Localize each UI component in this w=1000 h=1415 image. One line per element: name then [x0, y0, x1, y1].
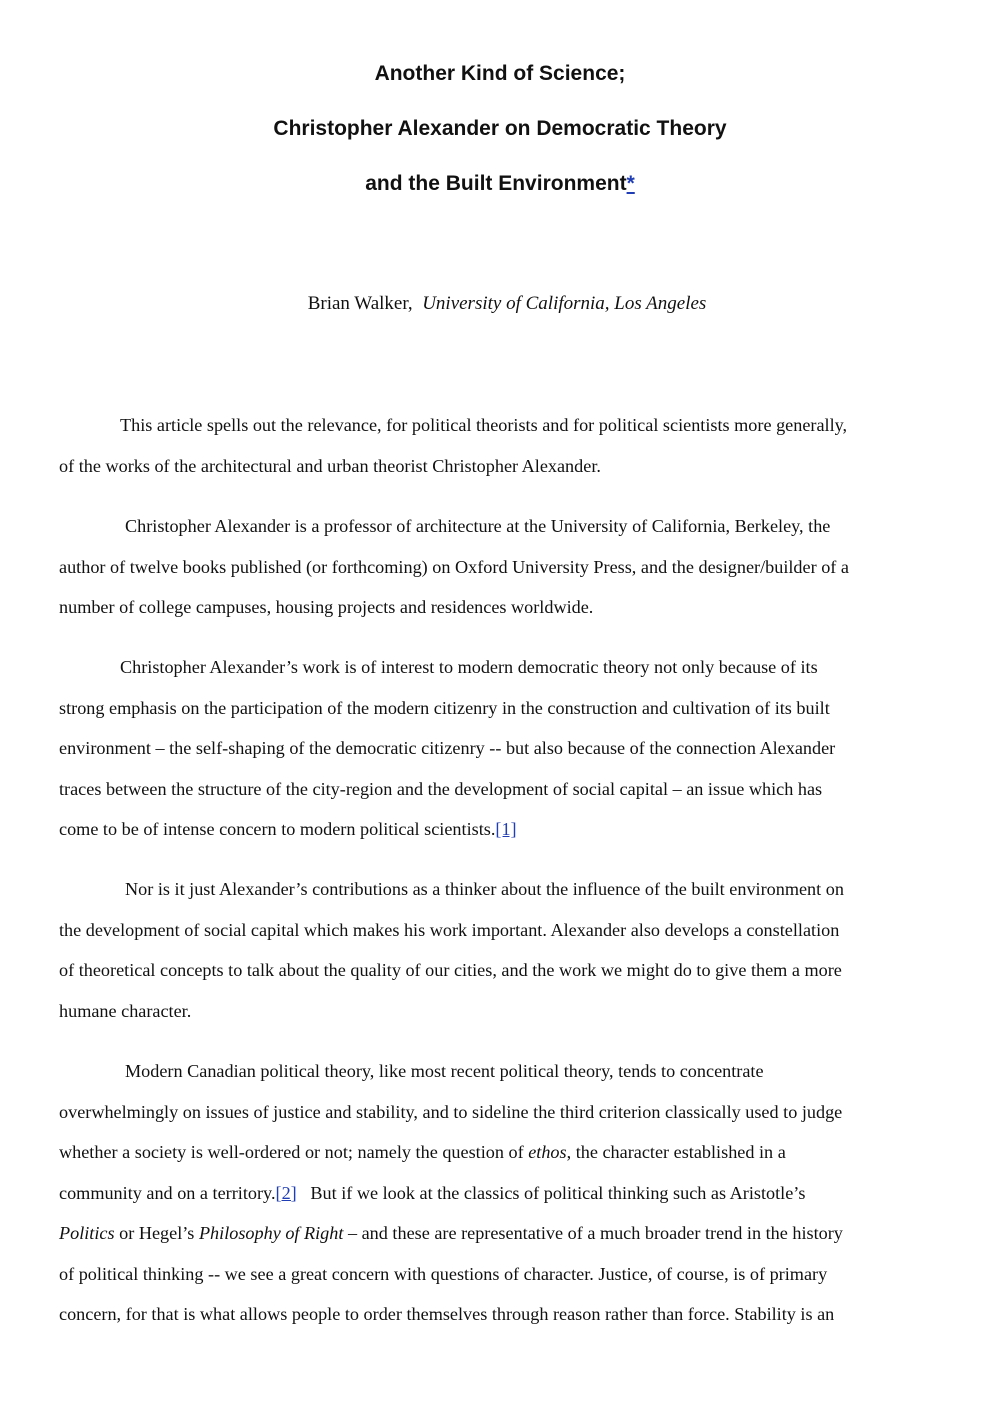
italic-title-philosophy-of-right: Philosophy of Right — [198, 1223, 344, 1243]
paragraph-text: whether a society is well-ordered or not; namely the question of — [59, 1142, 529, 1162]
footnote-link-1[interactable]: [1] — [495, 819, 517, 839]
title-text-1: Another Kind of Science; — [374, 62, 626, 85]
title-text-3: and the Built Environment — [365, 172, 627, 195]
paragraph-line: of the works of the architectural and urban theorist Christopher Alexander. — [59, 455, 601, 476]
title-footnote-link[interactable]: * — [626, 172, 635, 195]
byline — [0, 291, 1000, 317]
paragraph-line: of theoretical concepts to talk about the quality of our cities, and the work we might do to give them a more — [59, 960, 842, 980]
paragraph-line: author of twelve books published (or forthcoming) on Oxford University Press, and the designer/builder of a — [59, 556, 849, 577]
title-line-1 — [0, 60, 1000, 88]
paragraph-line — [59, 1173, 949, 1214]
paragraph-text: come to be of intense concern to modern political scientists. — [59, 819, 496, 839]
italic-term-ethos: ethos — [528, 1142, 567, 1162]
paragraph-line: strong emphasis on the participation of the modern citizenry in the construction and cultivation of its built — [59, 697, 830, 718]
paragraph-text: , the character established in a — [566, 1142, 786, 1162]
paragraph-line: concern, for that is what allows people to order themselves through reason rather than force. Stability is an — [59, 1304, 835, 1324]
paragraph-line: number of college campuses, housing projects and residences worldwide. — [59, 597, 594, 617]
title-line-2 — [0, 115, 1000, 143]
paragraph-text: But if we look at the classics of political thinking such as Aristotle’s — [296, 1182, 806, 1203]
paragraph-3 — [59, 647, 949, 850]
paragraph-line: humane character. — [59, 1000, 192, 1021]
paragraph-line: environment – the self-shaping of the democratic citizenry -- but also because of the connection Alexander — [59, 738, 836, 758]
author-affiliation: University of California, Los Angeles — [422, 293, 707, 314]
paragraph-2 — [59, 506, 949, 628]
paragraph-line — [59, 1213, 949, 1254]
italic-title-politics: Politics — [59, 1223, 115, 1243]
paragraph-line — [59, 1132, 949, 1173]
title-line-3 — [0, 170, 1000, 198]
paragraph-text: community and on a territory. — [59, 1182, 276, 1203]
paragraph-line: Modern Canadian political theory, like most recent political theory, tends to concentrate — [125, 1061, 764, 1081]
author-name: Brian Walker, — [307, 293, 413, 314]
paragraph-line — [59, 809, 949, 850]
paragraph-line: of political thinking -- we see a great concern with questions of character. Justice, of course, is of primary — [59, 1263, 828, 1284]
paragraph-line: Christopher Alexander’s work is of interest to modern democratic theory not only because of its — [120, 657, 818, 677]
paragraph-line: the development of social capital which makes his work important. Alexander also develops a constellation — [59, 919, 840, 940]
paragraph-text: – and these are representative of a much broader trend in the history — [343, 1223, 843, 1243]
footnote-link-2[interactable]: [2] — [275, 1182, 297, 1203]
paragraph-line: Christopher Alexander is a professor of architecture at the University of California, Berkeley, the — [125, 516, 831, 536]
paragraph-text: or Hegel’s — [114, 1223, 199, 1243]
paragraph-4 — [59, 869, 949, 1031]
paragraph-1 — [59, 405, 949, 486]
title-text-2: Christopher Alexander on Democratic Theory — [273, 117, 727, 140]
paragraph-5 — [59, 1051, 949, 1335]
paragraph-line: traces between the structure of the city-region and the development of social capital – an issue which has — [59, 778, 823, 799]
paragraph-line: overwhelmingly on issues of justice and stability, and to sideline the third criterion classically used to judge — [59, 1101, 843, 1122]
paragraph-line: This article spells out the relevance, for political theorists and for political scientists more generally, — [120, 415, 848, 435]
paragraph-line: Nor is it just Alexander’s contributions as a thinker about the influence of the built environment on — [125, 879, 844, 899]
